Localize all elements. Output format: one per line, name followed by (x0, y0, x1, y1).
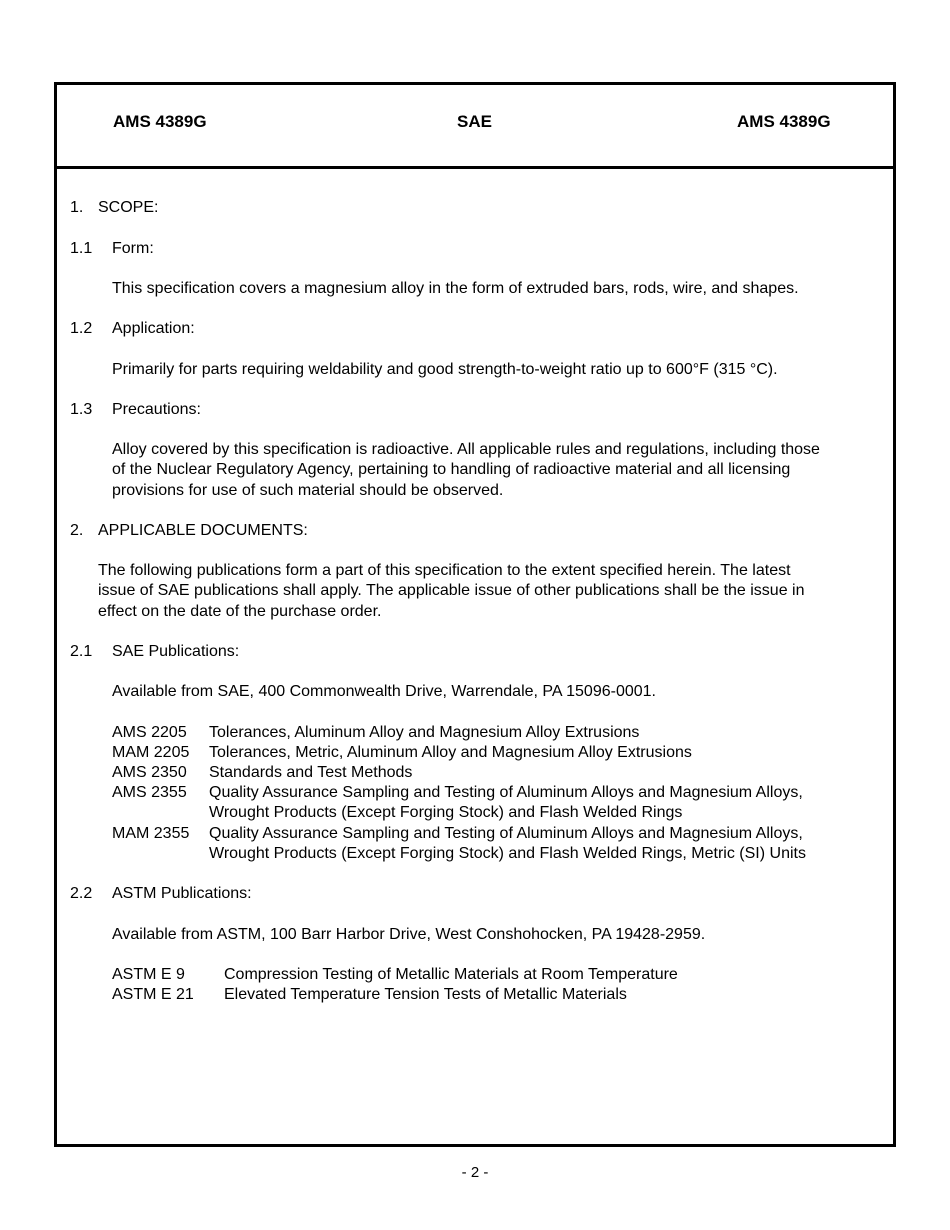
reference-title-continued: Wrought Products (Except Forging Stock) and Flash Welded Rings, Metric (SI) Units (209, 845, 806, 862)
reference-title: Elevated Temperature Tension Tests of Metallic Materials (224, 986, 627, 1003)
section-2-2-number: 2.2 (70, 885, 93, 902)
reference-code: ASTM E 9 (112, 966, 185, 983)
section-1-1-title: Form: (112, 240, 154, 257)
reference-code: AMS 2205 (112, 724, 187, 741)
header-spec-code-left: AMS 4389G (113, 112, 207, 131)
section-1-3-body-line: Alloy covered by this specification is radioactive. All applicable rules and regulations, including those (112, 441, 820, 458)
reference-code: ASTM E 21 (112, 986, 194, 1003)
section-2-2-availability: Available from ASTM, 100 Barr Harbor Drive, West Conshohocken, PA 19428-2959. (112, 926, 706, 943)
reference-code: AMS 2350 (112, 764, 187, 781)
section-2-1-title: SAE Publications: (112, 643, 240, 660)
section-2-1-number: 2.1 (70, 643, 93, 660)
section-2-number: 2. (70, 522, 84, 539)
reference-title: Tolerances, Metric, Aluminum Alloy and Magnesium Alloy Extrusions (209, 744, 692, 761)
section-2-body-line: The following publications form a part of this specification to the extent specified herein. The latest (98, 562, 791, 579)
section-1-1-body: This specification covers a magnesium alloy in the form of extruded bars, rods, wire, and shapes. (112, 280, 799, 297)
reference-title: Standards and Test Methods (209, 764, 413, 781)
section-2-title: APPLICABLE DOCUMENTS: (98, 522, 308, 539)
section-1-1-number: 1.1 (70, 240, 93, 257)
section-1-3-body-line: of the Nuclear Regulatory Agency, pertaining to handling of radioactive material and all licensing (112, 461, 791, 478)
section-1-2-title: Application: (112, 320, 195, 337)
reference-title: Quality Assurance Sampling and Testing of Aluminum Alloys and Magnesium Alloys, (209, 825, 803, 842)
section-1-3-body-line: provisions for use of such material should be observed. (112, 482, 504, 499)
reference-title: Compression Testing of Metallic Materials at Room Temperature (224, 966, 678, 983)
section-1-2-number: 1.2 (70, 320, 93, 337)
header-organization: SAE (457, 112, 492, 131)
page-number: - 2 - (461, 1164, 489, 1181)
section-2-1-availability: Available from SAE, 400 Commonwealth Drive, Warrendale, PA 15096-0001. (112, 683, 656, 700)
reference-title: Tolerances, Aluminum Alloy and Magnesium Alloy Extrusions (209, 724, 640, 741)
reference-title-continued: Wrought Products (Except Forging Stock) and Flash Welded Rings (209, 804, 683, 821)
section-2-body-line: effect on the date of the purchase order. (98, 603, 382, 620)
section-1-number: 1. (70, 199, 84, 216)
reference-code: MAM 2355 (112, 825, 190, 842)
section-2-body-line: issue of SAE publications shall apply. The applicable issue of other publications shall be the issue in (98, 582, 805, 599)
reference-code: MAM 2205 (112, 744, 190, 761)
reference-title: Quality Assurance Sampling and Testing of Aluminum Alloys and Magnesium Alloys, (209, 784, 803, 801)
section-1-3-title: Precautions: (112, 401, 201, 418)
section-1-2-body: Primarily for parts requiring weldability and good strength-to-weight ratio up to 600°F (315 °C). (112, 361, 778, 378)
section-1-title: SCOPE: (98, 199, 159, 216)
reference-code: AMS 2355 (112, 784, 187, 801)
document-header (57, 85, 893, 169)
header-spec-code-right: AMS 4389G (737, 112, 831, 131)
section-2-2-title: ASTM Publications: (112, 885, 252, 902)
section-1-3-number: 1.3 (70, 401, 93, 418)
